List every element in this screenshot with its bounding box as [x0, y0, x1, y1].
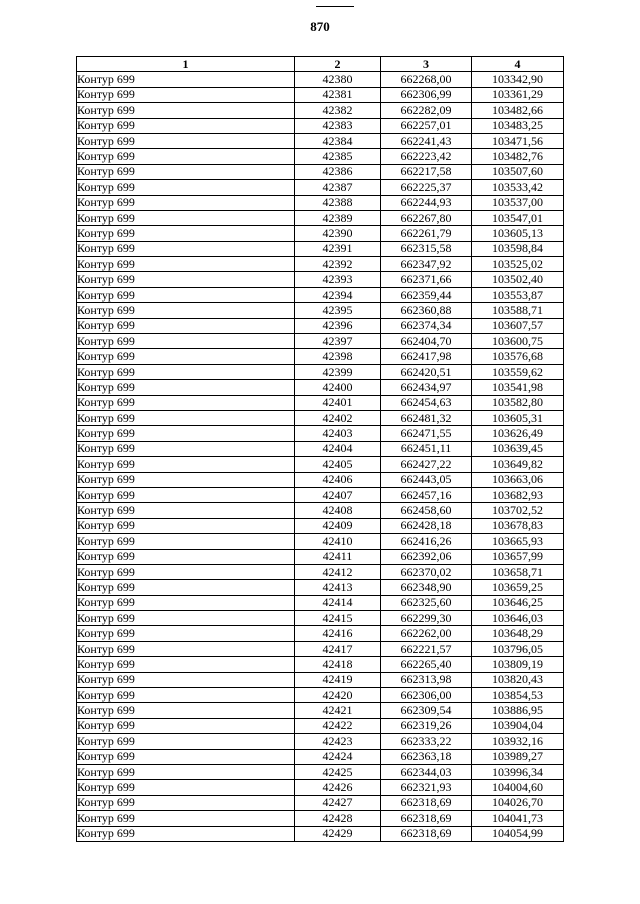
column-header-4: 4 — [472, 57, 564, 72]
table-row — [77, 826, 564, 841]
point-number-cell: 42397 — [295, 334, 381, 349]
y-coordinate-cell: 103665,93 — [472, 534, 564, 549]
contour-name-cell: Контур 699 — [77, 180, 295, 195]
x-coordinate-cell: 662347,92 — [381, 257, 472, 272]
table-row — [77, 626, 564, 641]
table-row — [77, 564, 564, 579]
y-coordinate-cell: 103646,03 — [472, 611, 564, 626]
table-row — [77, 241, 564, 256]
table-row — [77, 164, 564, 179]
x-coordinate-cell: 662282,09 — [381, 103, 472, 118]
table-row — [77, 718, 564, 733]
table-row — [77, 657, 564, 672]
y-coordinate-cell: 103626,49 — [472, 426, 564, 441]
y-coordinate-cell: 103702,52 — [472, 503, 564, 518]
x-coordinate-cell: 662244,93 — [381, 195, 472, 210]
point-number-cell: 42395 — [295, 303, 381, 318]
point-number-cell: 42389 — [295, 210, 381, 225]
x-coordinate-cell: 662299,30 — [381, 611, 472, 626]
table-row — [77, 672, 564, 687]
point-number-cell: 42404 — [295, 441, 381, 456]
point-number-cell: 42425 — [295, 764, 381, 779]
point-number-cell: 42405 — [295, 457, 381, 472]
x-coordinate-cell: 662267,80 — [381, 210, 472, 225]
contour-name-cell: Контур 699 — [77, 210, 295, 225]
x-coordinate-cell: 662333,22 — [381, 734, 472, 749]
point-number-cell: 42412 — [295, 564, 381, 579]
contour-name-cell: Контур 699 — [77, 364, 295, 379]
x-coordinate-cell: 662223,42 — [381, 149, 472, 164]
contour-name-cell: Контур 699 — [77, 303, 295, 318]
point-number-cell: 42426 — [295, 780, 381, 795]
point-number-cell: 42403 — [295, 426, 381, 441]
point-number-cell: 42407 — [295, 487, 381, 502]
point-number-cell: 42417 — [295, 641, 381, 656]
y-coordinate-cell: 103646,25 — [472, 595, 564, 610]
point-number-cell: 42387 — [295, 180, 381, 195]
point-number-cell: 42411 — [295, 549, 381, 564]
x-coordinate-cell: 662434,97 — [381, 380, 472, 395]
coordinates-table — [76, 56, 564, 842]
y-coordinate-cell: 103600,75 — [472, 334, 564, 349]
table-row — [77, 72, 564, 87]
contour-name-cell: Контур 699 — [77, 795, 295, 810]
x-coordinate-cell: 662420,51 — [381, 364, 472, 379]
y-coordinate-cell: 103648,29 — [472, 626, 564, 641]
x-coordinate-cell: 662306,00 — [381, 688, 472, 703]
point-number-cell: 42424 — [295, 749, 381, 764]
point-number-cell: 42409 — [295, 518, 381, 533]
contour-name-cell: Контур 699 — [77, 734, 295, 749]
point-number-cell: 42386 — [295, 164, 381, 179]
contour-name-cell: Контур 699 — [77, 595, 295, 610]
contour-name-cell: Контур 699 — [77, 241, 295, 256]
x-coordinate-cell: 662318,69 — [381, 795, 472, 810]
y-coordinate-cell: 103582,80 — [472, 395, 564, 410]
table-body — [77, 72, 564, 842]
y-coordinate-cell: 103547,01 — [472, 210, 564, 225]
x-coordinate-cell: 662443,05 — [381, 472, 472, 487]
contour-name-cell: Контур 699 — [77, 580, 295, 595]
column-header-2: 2 — [295, 57, 381, 72]
y-coordinate-cell: 103576,68 — [472, 349, 564, 364]
point-number-cell: 42418 — [295, 657, 381, 672]
table-row — [77, 780, 564, 795]
y-coordinate-cell: 103588,71 — [472, 303, 564, 318]
point-number-cell: 42416 — [295, 626, 381, 641]
y-coordinate-cell: 103659,25 — [472, 580, 564, 595]
table-row — [77, 595, 564, 610]
point-number-cell: 42413 — [295, 580, 381, 595]
x-coordinate-cell: 662348,90 — [381, 580, 472, 595]
page-number: 870 — [310, 19, 330, 34]
table-row — [77, 210, 564, 225]
contour-name-cell: Контур 699 — [77, 472, 295, 487]
top-rule — [316, 6, 354, 7]
y-coordinate-cell: 104004,60 — [472, 780, 564, 795]
y-coordinate-cell: 103657,99 — [472, 549, 564, 564]
table-row — [77, 103, 564, 118]
point-number-cell: 42401 — [295, 395, 381, 410]
y-coordinate-cell: 103483,25 — [472, 118, 564, 133]
point-number-cell: 42383 — [295, 118, 381, 133]
x-coordinate-cell: 662457,16 — [381, 487, 472, 502]
point-number-cell: 42394 — [295, 287, 381, 302]
contour-name-cell: Контур 699 — [77, 503, 295, 518]
y-coordinate-cell: 104054,99 — [472, 826, 564, 841]
contour-name-cell: Контур 699 — [77, 226, 295, 241]
y-coordinate-cell: 103482,76 — [472, 149, 564, 164]
table-row — [77, 195, 564, 210]
y-coordinate-cell: 103796,05 — [472, 641, 564, 656]
x-coordinate-cell: 662319,26 — [381, 718, 472, 733]
table-row — [77, 518, 564, 533]
table-row — [77, 811, 564, 826]
point-number-cell: 42396 — [295, 318, 381, 333]
table-row — [77, 149, 564, 164]
contour-name-cell: Контур 699 — [77, 457, 295, 472]
point-number-cell: 42410 — [295, 534, 381, 549]
point-number-cell: 42421 — [295, 703, 381, 718]
x-coordinate-cell: 662315,58 — [381, 241, 472, 256]
x-coordinate-cell: 662268,00 — [381, 72, 472, 87]
column-header-3: 3 — [381, 57, 472, 72]
table-row — [77, 334, 564, 349]
y-coordinate-cell: 103820,43 — [472, 672, 564, 687]
table-row — [77, 734, 564, 749]
contour-name-cell: Контур 699 — [77, 564, 295, 579]
contour-name-cell: Контур 699 — [77, 395, 295, 410]
table-row — [77, 133, 564, 148]
table-row — [77, 703, 564, 718]
x-coordinate-cell: 662371,66 — [381, 272, 472, 287]
table-row — [77, 641, 564, 656]
table-row — [77, 364, 564, 379]
point-number-cell: 42420 — [295, 688, 381, 703]
point-number-cell: 42392 — [295, 257, 381, 272]
contour-name-cell: Контур 699 — [77, 611, 295, 626]
contour-name-cell: Контур 699 — [77, 811, 295, 826]
contour-name-cell: Контур 699 — [77, 718, 295, 733]
point-number-cell: 42385 — [295, 149, 381, 164]
y-coordinate-cell: 103663,06 — [472, 472, 564, 487]
contour-name-cell: Контур 699 — [77, 118, 295, 133]
x-coordinate-cell: 662417,98 — [381, 349, 472, 364]
x-coordinate-cell: 662416,26 — [381, 534, 472, 549]
x-coordinate-cell: 662325,60 — [381, 595, 472, 610]
table-row — [77, 749, 564, 764]
contour-name-cell: Контур 699 — [77, 426, 295, 441]
x-coordinate-cell: 662318,69 — [381, 811, 472, 826]
point-number-cell: 42402 — [295, 410, 381, 425]
contour-name-cell: Контур 699 — [77, 410, 295, 425]
contour-name-cell: Контур 699 — [77, 657, 295, 672]
y-coordinate-cell: 103537,00 — [472, 195, 564, 210]
point-number-cell: 42399 — [295, 364, 381, 379]
x-coordinate-cell: 662360,88 — [381, 303, 472, 318]
y-coordinate-cell: 103525,02 — [472, 257, 564, 272]
contour-name-cell: Контур 699 — [77, 133, 295, 148]
y-coordinate-cell: 103533,42 — [472, 180, 564, 195]
y-coordinate-cell: 103607,57 — [472, 318, 564, 333]
contour-name-cell: Контур 699 — [77, 380, 295, 395]
x-coordinate-cell: 662262,00 — [381, 626, 472, 641]
table-row — [77, 180, 564, 195]
y-coordinate-cell: 103598,84 — [472, 241, 564, 256]
point-number-cell: 42415 — [295, 611, 381, 626]
point-number-cell: 42388 — [295, 195, 381, 210]
y-coordinate-cell: 103361,29 — [472, 87, 564, 102]
x-coordinate-cell: 662257,01 — [381, 118, 472, 133]
table-row — [77, 380, 564, 395]
contour-name-cell: Контур 699 — [77, 72, 295, 87]
x-coordinate-cell: 662313,98 — [381, 672, 472, 687]
table-row — [77, 441, 564, 456]
contour-name-cell: Контур 699 — [77, 826, 295, 841]
contour-name-cell: Контур 699 — [77, 149, 295, 164]
point-number-cell: 42429 — [295, 826, 381, 841]
x-coordinate-cell: 662458,60 — [381, 503, 472, 518]
contour-name-cell: Контур 699 — [77, 688, 295, 703]
y-coordinate-cell: 103605,13 — [472, 226, 564, 241]
y-coordinate-cell: 103649,82 — [472, 457, 564, 472]
y-coordinate-cell: 103639,45 — [472, 441, 564, 456]
contour-name-cell: Контур 699 — [77, 749, 295, 764]
x-coordinate-cell: 662481,32 — [381, 410, 472, 425]
y-coordinate-cell: 103932,16 — [472, 734, 564, 749]
x-coordinate-cell: 662321,93 — [381, 780, 472, 795]
table-row — [77, 534, 564, 549]
table-row — [77, 303, 564, 318]
table-row — [77, 272, 564, 287]
x-coordinate-cell: 662471,55 — [381, 426, 472, 441]
contour-name-cell: Контур 699 — [77, 549, 295, 564]
x-coordinate-cell: 662370,02 — [381, 564, 472, 579]
contour-name-cell: Контур 699 — [77, 349, 295, 364]
point-number-cell: 42380 — [295, 72, 381, 87]
y-coordinate-cell: 103904,04 — [472, 718, 564, 733]
y-coordinate-cell: 103559,62 — [472, 364, 564, 379]
x-coordinate-cell: 662265,40 — [381, 657, 472, 672]
point-number-cell: 42382 — [295, 103, 381, 118]
table-row — [77, 503, 564, 518]
table-row — [77, 688, 564, 703]
contour-name-cell: Контур 699 — [77, 164, 295, 179]
table-row — [77, 226, 564, 241]
table-row — [77, 257, 564, 272]
x-coordinate-cell: 662451,11 — [381, 441, 472, 456]
table-row — [77, 795, 564, 810]
table-row — [77, 487, 564, 502]
table-row — [77, 457, 564, 472]
point-number-cell: 42381 — [295, 87, 381, 102]
contour-name-cell: Контур 699 — [77, 764, 295, 779]
y-coordinate-cell: 103502,40 — [472, 272, 564, 287]
table-row — [77, 764, 564, 779]
point-number-cell: 42427 — [295, 795, 381, 810]
x-coordinate-cell: 662374,34 — [381, 318, 472, 333]
contour-name-cell: Контур 699 — [77, 103, 295, 118]
table-row — [77, 118, 564, 133]
header-row — [77, 57, 564, 72]
x-coordinate-cell: 662217,58 — [381, 164, 472, 179]
x-coordinate-cell: 662427,22 — [381, 457, 472, 472]
point-number-cell: 42398 — [295, 349, 381, 364]
x-coordinate-cell: 662404,70 — [381, 334, 472, 349]
contour-name-cell: Контур 699 — [77, 534, 295, 549]
contour-name-cell: Контур 699 — [77, 334, 295, 349]
y-coordinate-cell: 103682,93 — [472, 487, 564, 502]
contour-name-cell: Контур 699 — [77, 672, 295, 687]
table-row — [77, 580, 564, 595]
x-coordinate-cell: 662392,06 — [381, 549, 472, 564]
contour-name-cell: Контур 699 — [77, 272, 295, 287]
contour-name-cell: Контур 699 — [77, 780, 295, 795]
x-coordinate-cell: 662344,03 — [381, 764, 472, 779]
x-coordinate-cell: 662309,54 — [381, 703, 472, 718]
point-number-cell: 42406 — [295, 472, 381, 487]
table-row — [77, 426, 564, 441]
x-coordinate-cell: 662306,99 — [381, 87, 472, 102]
table-row — [77, 410, 564, 425]
point-number-cell: 42419 — [295, 672, 381, 687]
table-row — [77, 472, 564, 487]
y-coordinate-cell: 103996,34 — [472, 764, 564, 779]
y-coordinate-cell: 103553,87 — [472, 287, 564, 302]
contour-name-cell: Контур 699 — [77, 641, 295, 656]
contour-name-cell: Контур 699 — [77, 318, 295, 333]
point-number-cell: 42423 — [295, 734, 381, 749]
contour-name-cell: Контур 699 — [77, 518, 295, 533]
table-row — [77, 349, 564, 364]
table-row — [77, 395, 564, 410]
table-row — [77, 549, 564, 564]
x-coordinate-cell: 662318,69 — [381, 826, 472, 841]
y-coordinate-cell: 103482,66 — [472, 103, 564, 118]
point-number-cell: 42400 — [295, 380, 381, 395]
contour-name-cell: Контур 699 — [77, 487, 295, 502]
x-coordinate-cell: 662363,18 — [381, 749, 472, 764]
y-coordinate-cell: 103989,27 — [472, 749, 564, 764]
point-number-cell: 42422 — [295, 718, 381, 733]
y-coordinate-cell: 103886,95 — [472, 703, 564, 718]
x-coordinate-cell: 662261,79 — [381, 226, 472, 241]
contour-name-cell: Контур 699 — [77, 257, 295, 272]
point-number-cell: 42414 — [295, 595, 381, 610]
y-coordinate-cell: 103471,56 — [472, 133, 564, 148]
x-coordinate-cell: 662225,37 — [381, 180, 472, 195]
point-number-cell: 42390 — [295, 226, 381, 241]
y-coordinate-cell: 103854,53 — [472, 688, 564, 703]
table-row — [77, 318, 564, 333]
y-coordinate-cell: 103809,19 — [472, 657, 564, 672]
point-number-cell: 42391 — [295, 241, 381, 256]
y-coordinate-cell: 104041,73 — [472, 811, 564, 826]
point-number-cell: 42393 — [295, 272, 381, 287]
table-row — [77, 87, 564, 102]
x-coordinate-cell: 662454,63 — [381, 395, 472, 410]
contour-name-cell: Контур 699 — [77, 87, 295, 102]
y-coordinate-cell: 103658,71 — [472, 564, 564, 579]
contour-name-cell: Контур 699 — [77, 703, 295, 718]
table-row — [77, 287, 564, 302]
point-number-cell: 42408 — [295, 503, 381, 518]
contour-name-cell: Контур 699 — [77, 195, 295, 210]
y-coordinate-cell: 103605,31 — [472, 410, 564, 425]
contour-name-cell: Контур 699 — [77, 287, 295, 302]
column-header-1: 1 — [77, 57, 295, 72]
x-coordinate-cell: 662241,43 — [381, 133, 472, 148]
contour-name-cell: Контур 699 — [77, 626, 295, 641]
y-coordinate-cell: 103342,90 — [472, 72, 564, 87]
x-coordinate-cell: 662359,44 — [381, 287, 472, 302]
point-number-cell: 42384 — [295, 133, 381, 148]
x-coordinate-cell: 662428,18 — [381, 518, 472, 533]
y-coordinate-cell: 103541,98 — [472, 380, 564, 395]
contour-name-cell: Контур 699 — [77, 441, 295, 456]
table-row — [77, 611, 564, 626]
y-coordinate-cell: 104026,70 — [472, 795, 564, 810]
point-number-cell: 42428 — [295, 811, 381, 826]
x-coordinate-cell: 662221,57 — [381, 641, 472, 656]
y-coordinate-cell: 103507,60 — [472, 164, 564, 179]
y-coordinate-cell: 103678,83 — [472, 518, 564, 533]
